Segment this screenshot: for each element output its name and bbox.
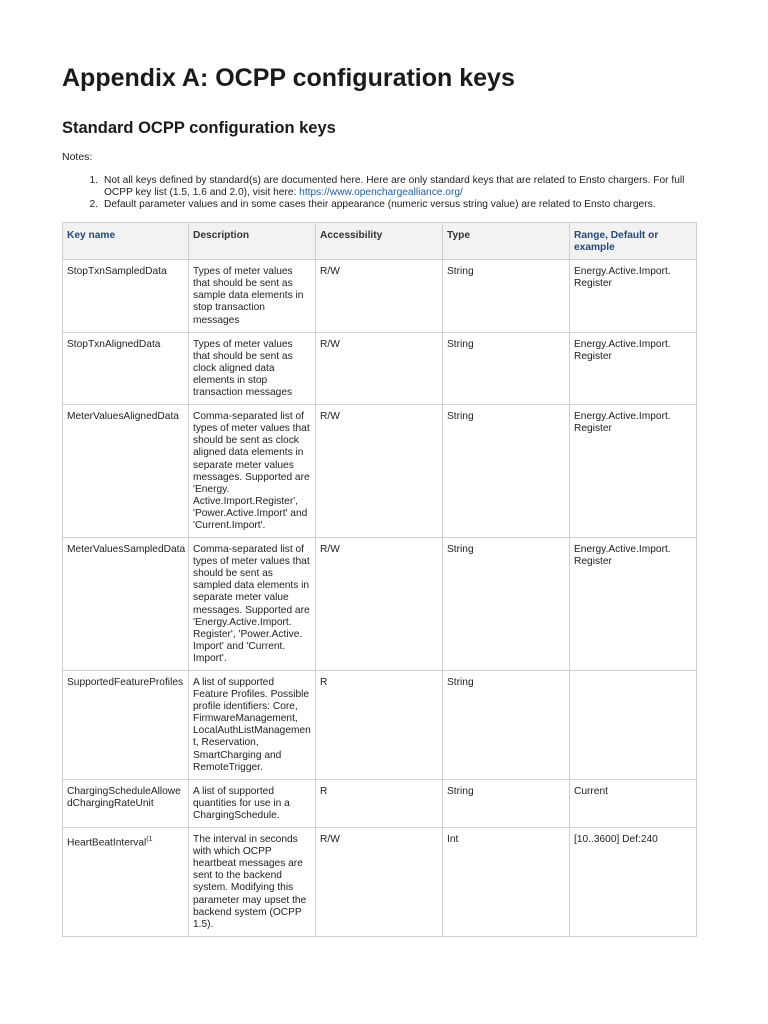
cell-type xyxy=(443,671,570,780)
cell-range xyxy=(570,405,697,538)
cell-accessibility-text: R xyxy=(320,677,328,688)
cell-type-text: String xyxy=(447,411,474,423)
cell-accessibility-text: R/W xyxy=(320,834,340,846)
cell-description xyxy=(189,260,316,332)
cell-type xyxy=(443,332,570,404)
cell-key-name-text: ChargingScheduleAllowe dChargingRateUnit xyxy=(67,785,181,809)
cell-type-text: String xyxy=(447,338,474,350)
cell-range xyxy=(570,671,697,780)
cell-description-text: Comma-separated list of types of meter values that should be sent as sampled data elements in separate meter value messages. Supported are 'Energy.Active.Import. Register', 'Power.Active. Import' and 'Current. Import'. xyxy=(193,544,310,664)
table-row xyxy=(63,538,697,671)
cell-range-text: Energy.Active.Import. Register xyxy=(574,544,671,568)
cell-range-text: Energy.Active.Import. Register xyxy=(574,411,671,435)
cell-key-name-text: StopTxnAlignedData xyxy=(67,338,161,350)
table-row xyxy=(63,779,697,827)
cell-accessibility-text: R/W xyxy=(320,411,340,423)
cell-accessibility xyxy=(316,405,443,538)
cell-key-name xyxy=(63,671,189,780)
note-number: 2. xyxy=(89,199,98,210)
cell-description xyxy=(189,779,316,827)
note-text xyxy=(104,199,704,211)
note-text-body: Default parameter values and in some cases their appearance (numeric versus string value) are related to Ensto chargers. xyxy=(104,199,656,210)
col-header-key-name: Key name xyxy=(63,223,189,260)
cell-key-name xyxy=(63,260,189,332)
cell-description-text: A list of supported Feature Profiles. Possible profile identifiers: Core, FirmwareManagement, LocalAuthListManagemen t, Reservation, SmartCharging and RemoteTrigger. xyxy=(193,677,311,773)
cell-range xyxy=(570,260,697,332)
table-header-row xyxy=(63,223,697,260)
cell-accessibility xyxy=(316,332,443,404)
cell-key-name-text: SupportedFeatureProfiles xyxy=(67,677,184,688)
cell-accessibility xyxy=(316,538,443,671)
cell-key-name-text: MeterValuesSampledData xyxy=(67,544,186,556)
cell-key-name xyxy=(63,405,189,538)
cell-description xyxy=(189,405,316,538)
cell-accessibility xyxy=(316,828,443,937)
table-row xyxy=(63,828,697,937)
cell-description xyxy=(189,332,316,404)
cell-accessibility xyxy=(316,671,443,780)
cell-accessibility xyxy=(316,779,443,827)
cell-description xyxy=(189,538,316,671)
cell-type xyxy=(443,538,570,671)
notes-label: Notes: xyxy=(62,151,93,163)
cell-range xyxy=(570,538,697,671)
cell-key-name xyxy=(63,779,189,827)
cell-range xyxy=(570,828,697,937)
cell-type xyxy=(443,828,570,937)
cell-key-name xyxy=(63,828,189,937)
cell-accessibility-text: R xyxy=(320,785,328,797)
cell-type-text: String xyxy=(447,266,474,278)
col-header-accessibility: Accessibility xyxy=(316,223,443,260)
cell-type xyxy=(443,405,570,538)
page-title: Appendix A: OCPP configuration keys xyxy=(62,64,515,92)
table-row xyxy=(63,671,697,780)
cell-description-text: Types of meter values that should be sent as clock aligned data elements in stop transaction messages xyxy=(193,338,293,399)
table-row xyxy=(63,405,697,538)
cell-range xyxy=(570,779,697,827)
cell-key-name xyxy=(63,538,189,671)
note-text-body: Not all keys defined by standard(s) are documented here. Here are only standard keys that are related to Ensto chargers. For full OCPP key list (1.5, 1.6 and 2.0), visit here: xyxy=(104,175,685,198)
cell-description xyxy=(189,828,316,937)
cell-key-name-text: HeartBeatInterval xyxy=(67,837,147,849)
cell-key-name xyxy=(63,332,189,404)
cell-type-text: Int xyxy=(447,834,459,846)
cell-range-text: [10..3600] Def:240 xyxy=(574,834,658,846)
cell-type-text: String xyxy=(447,544,474,556)
table-row xyxy=(63,260,697,332)
table-row xyxy=(63,332,697,404)
cell-key-name-text: StopTxnSampledData xyxy=(67,266,167,278)
cell-accessibility-text: R/W xyxy=(320,338,340,350)
cell-accessibility xyxy=(316,260,443,332)
footnote-marker: (1 xyxy=(146,836,153,844)
cell-description-text: Types of meter values that should be sent as sample data elements in stop transaction messages xyxy=(193,266,304,326)
cell-range xyxy=(570,332,697,404)
note-number: 1. xyxy=(89,175,98,186)
cell-type xyxy=(443,260,570,332)
cell-key-name-text: MeterValuesAlignedData xyxy=(67,411,179,423)
table-body xyxy=(63,260,697,937)
cell-range-text: Current xyxy=(574,785,608,797)
cell-accessibility-text: R/W xyxy=(320,544,340,556)
note-item xyxy=(62,199,704,211)
cell-description xyxy=(189,671,316,780)
cell-type-text: String xyxy=(447,677,474,688)
open-charge-alliance-link[interactable]: https://www.openchargealliance.org/ xyxy=(299,187,463,198)
col-header-range: Range, Default or example xyxy=(570,223,697,260)
notes-list xyxy=(62,175,704,211)
cell-type xyxy=(443,779,570,827)
cell-accessibility-text: R/W xyxy=(320,266,340,278)
note-item xyxy=(62,175,704,199)
cell-type-text: String xyxy=(447,785,474,797)
cell-description-text: The interval in seconds with which OCPP heartbeat messages are sent to the backend system. Modifying this parameter may upset the backend system (OCPP 1.5). xyxy=(193,834,307,930)
cell-range-text: Energy.Active.Import. Register xyxy=(574,266,671,290)
col-header-type: Type xyxy=(443,223,570,260)
section-title: Standard OCPP configuration keys xyxy=(62,119,336,137)
note-text xyxy=(104,175,704,199)
col-header-description: Description xyxy=(189,223,316,260)
cell-description-text: Comma-separated list of types of meter values that should be sent as clock aligned data elements in separate meter values messages. Supported are 'Energy. Active.Import.Register', 'Power.Active.Import' and 'Current.Import'. xyxy=(193,411,310,531)
cell-range-text: Energy.Active.Import. Register xyxy=(574,338,671,362)
cell-description-text: A list of supported quantities for use in a ChargingSchedule. xyxy=(193,785,290,821)
config-keys-table xyxy=(62,222,697,937)
